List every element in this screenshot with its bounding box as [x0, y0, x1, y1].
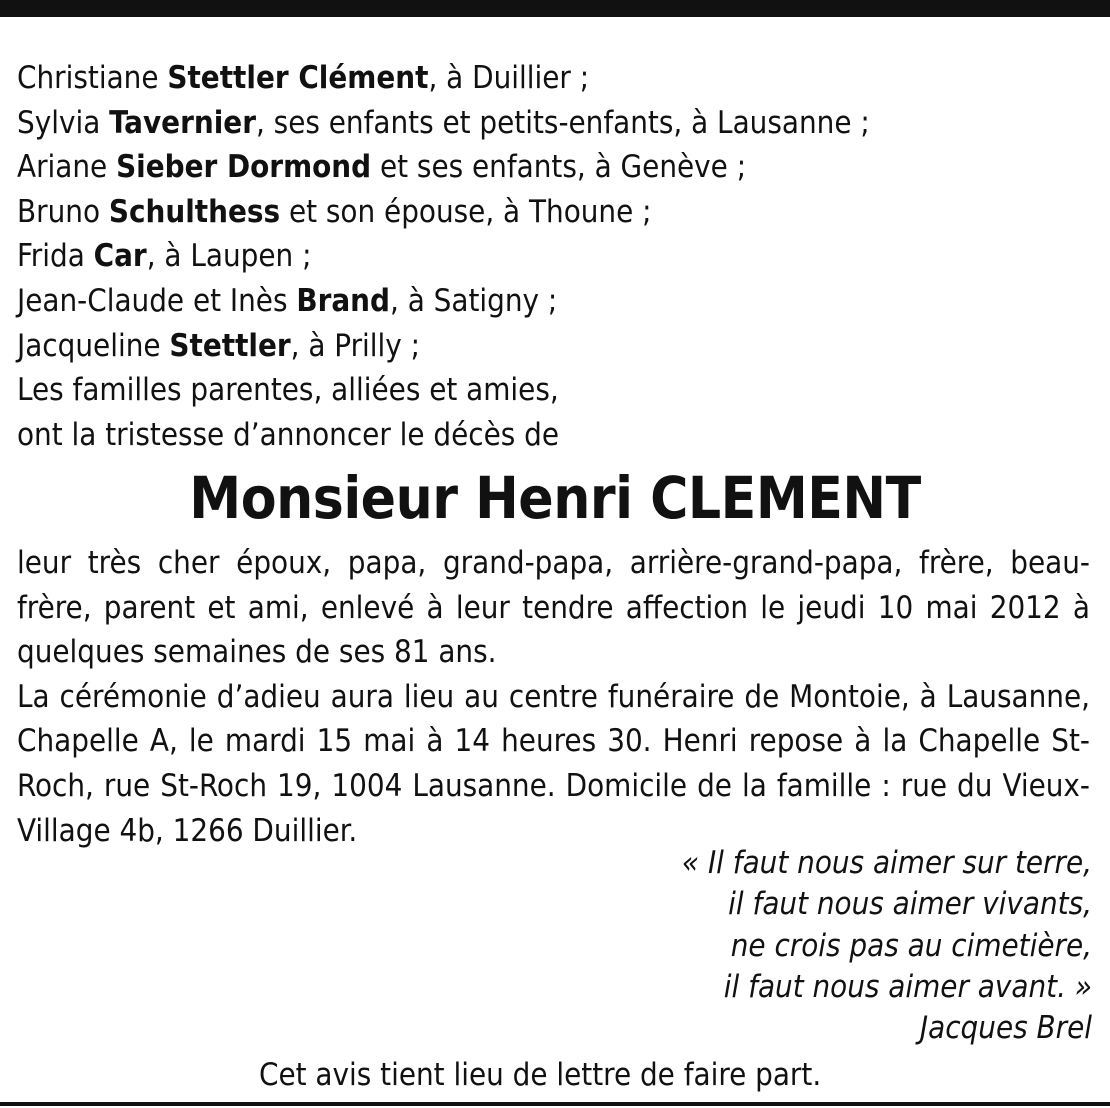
family-line: [17, 145, 1097, 190]
family-first-names: Bruno: [17, 193, 109, 230]
family-line: [17, 234, 1097, 279]
family-first-names: Sylvia: [17, 104, 110, 141]
body-paragraph: leur très cher époux, papa, grand-papa, arrière-grand-papa, frère, beau-frère, parent et ami, enlevé à leur tendre affection le jeudi 10 mai 2012 à quelques semaines de ses 81 ans.: [17, 545, 1090, 671]
family-location: , à Duillier ;: [428, 60, 590, 96]
family-surname: Stettler Clément: [167, 60, 429, 96]
family-location: et son épouse, à Thoune ;: [280, 193, 652, 230]
announcement-body: [17, 541, 1090, 853]
closing-note: Cet avis tient lieu de lettre de faire part.: [259, 1057, 822, 1093]
family-first-names: Jacqueline: [17, 327, 170, 364]
family-location: , à Prilly ;: [290, 327, 421, 364]
quote-block: [292, 843, 1092, 1049]
family-location: , ses enfants et petits-enfants, à Lausanne ;: [255, 104, 870, 141]
deceased-name-heading: Monsieur Henri CLEMENT: [189, 464, 921, 532]
family-line: [17, 56, 1097, 101]
family-location: et ses enfants, à Genève ;: [371, 149, 747, 186]
family-location: , à Laupen ;: [146, 238, 312, 275]
family-line: [17, 279, 1097, 324]
family-surname: Schulthess: [108, 193, 281, 230]
body-paragraph: La cérémonie d’adieu aura lieu au centre funéraire de Montoie, à Lausanne, Chapelle A, le mardi 15 mai à 14 heures 30. Henri repose à la Chapelle St-Roch, rue St-Roch 19, 1004 Lausanne. Domicile de la famille : rue du Vieux-Village 4b, 1266 Duillier.: [17, 678, 1090, 849]
quote-line: « Il faut nous aimer sur terre,: [681, 845, 1092, 881]
bottom-rule: [0, 1102, 1110, 1106]
top-rule: [0, 0, 1110, 17]
family-surname: Tavernier: [109, 104, 256, 141]
family-surname: Brand: [296, 282, 391, 319]
family-surname: Car: [93, 238, 147, 275]
family-first-names: Jean-Claude et Inès: [17, 282, 297, 319]
family-line: [17, 190, 1097, 235]
family-list: [17, 56, 1097, 457]
quote-author: Jacques Brel: [919, 1010, 1092, 1047]
family-first-names: Ariane: [17, 149, 117, 186]
quote-line: ne crois pas au cimetière,: [730, 927, 1092, 964]
family-first-names: Christiane: [17, 60, 168, 96]
intro-line: Les familles parentes, alliées et amies,: [17, 372, 559, 409]
family-first-names: Frida: [17, 238, 94, 275]
quote-line: il faut nous aimer vivants,: [728, 886, 1092, 923]
family-surname: Stettler: [169, 327, 291, 364]
quote-line: il faut nous aimer avant. »: [723, 968, 1092, 1005]
family-line: [17, 101, 1097, 146]
family-line: [17, 324, 1097, 369]
family-surname: Sieber Dormond: [116, 149, 372, 186]
intro-line: ont la tristesse d’annoncer le décès de: [17, 416, 560, 453]
family-location: , à Satigny ;: [390, 282, 558, 319]
